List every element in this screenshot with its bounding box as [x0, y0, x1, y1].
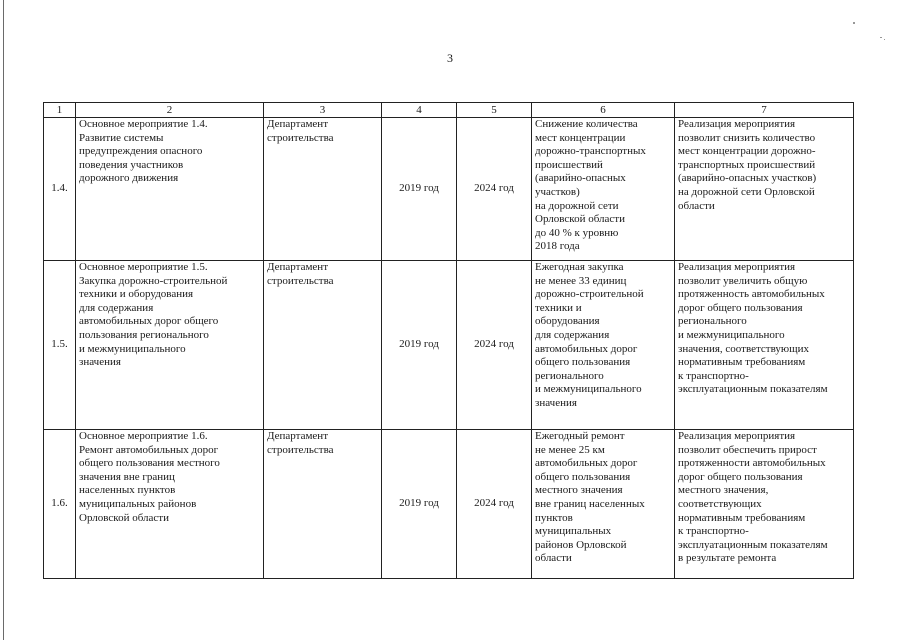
indicator-cell [532, 261, 675, 430]
department-cell [264, 118, 382, 261]
measures-table [43, 102, 854, 579]
department-text: Департамент строительства [267, 118, 334, 144]
scan-speck [884, 39, 885, 40]
column-header: 7 [675, 103, 854, 118]
start-year-cell: 2019 год [382, 118, 457, 261]
table-row [44, 430, 854, 579]
activity-cell [76, 118, 264, 261]
scan-edge-line [3, 0, 4, 640]
end-year-cell: 2024 год [457, 430, 532, 579]
scan-speck [880, 37, 882, 38]
result-cell [675, 430, 854, 579]
row-number: 1.6. [44, 430, 76, 579]
result-text: Реализация мероприятия позволит снизить количество мест концентрации дорожно- транспортных происшествий (аварийно-опасных участков) на дорожной сети Орловской области [678, 118, 817, 212]
table-header-row [44, 103, 854, 118]
department-text: Департамент строительства [267, 261, 334, 287]
start-year-cell: 2019 год [382, 261, 457, 430]
column-header: 1 [44, 103, 76, 118]
indicator-text: Снижение количества мест концентрации дорожно-транспортных происшествий (аварийно-опасных участков) на дорожной сети Орловской области до 40 % к уровню 2018 года [535, 118, 646, 253]
result-cell [675, 261, 854, 430]
indicator-cell [532, 430, 675, 579]
activity-text: Основное мероприятие 1.4. Развитие системы предупреждения опасного поведения участников дорожного движения [79, 118, 208, 185]
column-header: 3 [264, 103, 382, 118]
result-cell [675, 118, 854, 261]
column-header: 4 [382, 103, 457, 118]
column-header: 6 [532, 103, 675, 118]
end-year-cell: 2024 год [457, 261, 532, 430]
row-number: 1.4. [44, 118, 76, 261]
start-year-cell: 2019 год [382, 430, 457, 579]
department-text: Департамент строительства [267, 430, 334, 456]
indicator-cell [532, 118, 675, 261]
column-header: 2 [76, 103, 264, 118]
department-cell [264, 430, 382, 579]
table-row [44, 261, 854, 430]
table-row [44, 118, 854, 261]
result-text: Реализация мероприятия позволит обеспечить прирост протяженности автомобильных дорог общего пользования местного значения, соответствующих нормативным требованиям к транспортно- эксплуатационным показателям в результате ремонта [678, 430, 828, 565]
indicator-text: Ежегодный ремонт не менее 25 км автомобильных дорог общего пользования местного значения вне границ населенных пунктов муниципальных районов Орловской области [535, 430, 645, 565]
row-number: 1.5. [44, 261, 76, 430]
activity-text: Основное мероприятие 1.6. Ремонт автомобильных дорог общего пользования местного значения вне границ населенных пунктов муниципальных районов Орловской области [79, 430, 220, 524]
department-cell [264, 261, 382, 430]
column-header: 5 [457, 103, 532, 118]
scan-speck [853, 22, 855, 24]
end-year-cell: 2024 год [457, 118, 532, 261]
result-text: Реализация мероприятия позволит увеличить общую протяженность автомобильных дорог общего пользования регионального и межмуниципального значения, соответствующих нормативным требованиям к транспортно- эксплуатационным показателям [678, 261, 828, 396]
activity-text: Основное мероприятие 1.5. Закупка дорожно-строительной техники и оборудования для содержания автомобильных дорог общего пользования регионального и межмуниципального значения [79, 261, 228, 369]
activity-cell [76, 261, 264, 430]
activity-cell [76, 430, 264, 579]
page-number: 3 [447, 51, 453, 65]
indicator-text: Ежегодная закупка не менее 33 единиц дорожно-строительной техники и оборудования для содержания автомобильных дорог общего пользования регионального и межмуниципального значения [535, 261, 644, 409]
